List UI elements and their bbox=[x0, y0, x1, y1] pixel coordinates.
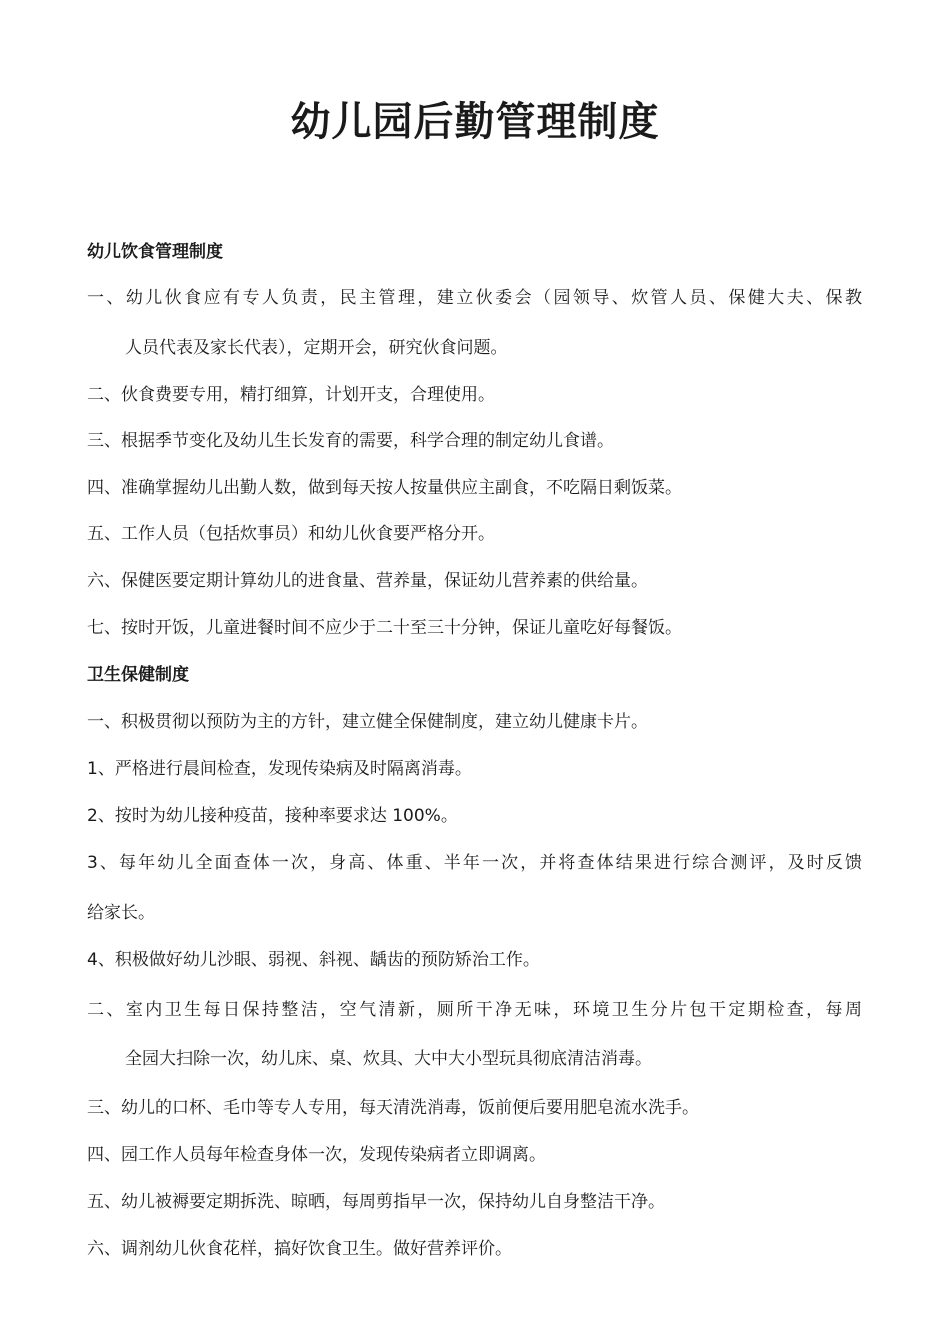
list-item: 4、积极做好幼儿沙眼、弱视、斜视、龋齿的预防矫治工作。 bbox=[87, 950, 540, 970]
list-item: 四、园工作人员每年检查身体一次，发现传染病者立即调离。 bbox=[87, 1145, 546, 1165]
list-item: 一、幼儿伙食应有专人负责，民主管理，建立伙委会（园领导、炊管人员、保健大夫、保教 bbox=[87, 288, 862, 308]
list-item-continuation: 给家长。 bbox=[87, 903, 155, 923]
list-item: 六、保健医要定期计算幼儿的进食量、营养量，保证幼儿营养素的供给量。 bbox=[87, 571, 648, 591]
list-item: 2、按时为幼儿接种疫苗，接种率要求达 100%。 bbox=[87, 806, 458, 826]
list-item: 3、每年幼儿全面查体一次，身高、体重、半年一次，并将查体结果进行综合测评，及时反馈 bbox=[87, 853, 862, 873]
list-item: 二、室内卫生每日保持整洁，空气清新，厕所干净无味，环境卫生分片包干定期检查，每周 bbox=[87, 1000, 862, 1020]
list-item: 五、工作人员（包括炊事员）和幼儿伙食要严格分开。 bbox=[87, 524, 495, 544]
list-item-continuation: 全园大扫除一次，幼儿床、桌、炊具、大中大小型玩具彻底清洁消毒。 bbox=[125, 1049, 652, 1069]
list-item: 七、按时开饭，儿童进餐时间不应少于二十至三十分钟，保证儿童吃好每餐饭。 bbox=[87, 618, 682, 638]
list-item: 三、幼儿的口杯、毛巾等专人专用，每天清洗消毒，饭前便后要用肥皂流水洗手。 bbox=[87, 1098, 699, 1118]
section-heading: 卫生保健制度 bbox=[87, 665, 189, 685]
list-item: 四、准确掌握幼儿出勤人数，做到每天按人按量供应主副食，不吃隔日剩饭菜。 bbox=[87, 478, 682, 498]
section-heading: 幼儿饮食管理制度 bbox=[87, 242, 223, 262]
list-item: 五、幼儿被褥要定期拆洗、晾晒，每周剪指早一次，保持幼儿自身整洁干净。 bbox=[87, 1192, 665, 1212]
list-item: 二、伙食费要专用，精打细算，计划开支，合理使用。 bbox=[87, 385, 495, 405]
list-item: 六、调剂幼儿伙食花样，搞好饮食卫生。做好营养评价。 bbox=[87, 1239, 512, 1259]
list-item-continuation: 人员代表及家长代表），定期开会，研究伙食问题。 bbox=[125, 338, 508, 358]
list-item: 1、严格进行晨间检查，发现传染病及时隔离消毒。 bbox=[87, 759, 472, 779]
document-title: 幼儿园后勤管理制度 bbox=[290, 99, 660, 145]
list-item: 一、积极贯彻以预防为主的方针，建立健全保健制度，建立幼儿健康卡片。 bbox=[87, 712, 648, 732]
list-item: 三、根据季节变化及幼儿生长发育的需要，科学合理的制定幼儿食谱。 bbox=[87, 431, 614, 451]
